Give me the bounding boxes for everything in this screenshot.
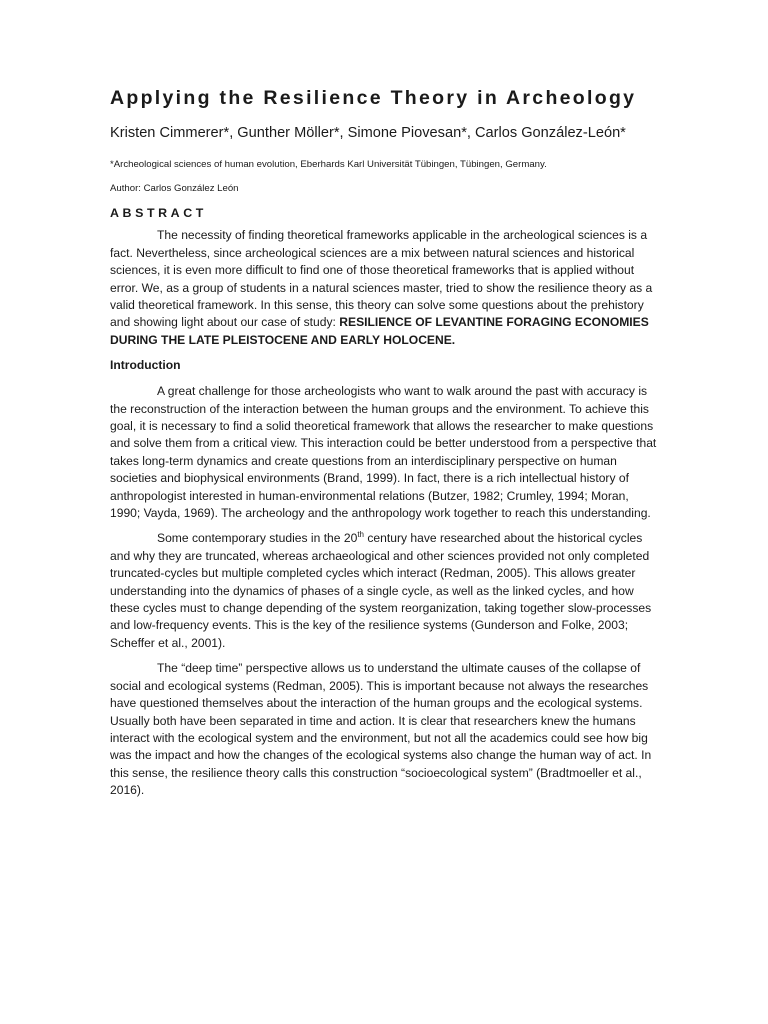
abstract-text: The necessity of finding theoretical frameworks applicable in the archeological sciences is a fact. Nevertheless, since archeological sciences are a mix between natural sciences and historical sciences, it is even more difficult to find one of those theoretical frameworks that is applied without error. We, as a group of students in a natural sciences master, tried to show the resilience theory as a valid theoretical framework. In this sense, this theory can solve some questions about the prehistory and showing light about our case of study: [110,228,653,330]
abstract-paragraph [110,227,662,349]
abstract-heading: ABSTRACT [110,206,207,221]
abstract-case-study: RESILIENCE OF LEVANTINE FORAGING ECONOMIES DURING THE LATE PLEISTOCENE AND EARLY HOLOCENE. [110,315,649,347]
paper-title: Applying the Resilience Theory in Archeology [110,87,637,109]
author-list: Kristen Cimmerer*, Gunther Möller*, Simone Piovesan*, Carlos González-León* [110,125,626,142]
ordinal-superscript: th [357,530,364,540]
introduction-heading: Introduction [110,358,181,373]
introduction-paragraph-3: The “deep time” perspective allows us to understand the ultimate causes of the collapse of social and ecological systems (Redman, 2005). This is important because not always the researches have questioned themselves about the interaction of the human groups and the ecological systems. Usually both have been separated in time and action. It is clear that researchers knew the humans interact with the ecological system and the environment, but not all the academics could see how big was the impact and how the changes of the ecological systems also change the human way of act. In this sense, the resilience theory calls this construction “socioecological system” (Bradtmoeller et al., 2016). [110,661,652,798]
paper-page [110,86,662,808]
introduction-paragraph-2 [110,530,662,652]
introduction-paragraph-2-start: Some contemporary studies in the 20 [157,531,358,546]
corresponding-author: Author: Carlos González León [110,183,239,195]
affiliation: *Archeological sciences of human evolution, Eberhards Karl Universität Tübingen, Tübingen, Germany. [110,159,547,171]
introduction-paragraph-2-end: century have researched about the historical cycles and why they are truncated, whereas archaeological and other sciences provided not only completed truncated-cycles but multiple completed cycles which interact (Redman, 2005). This allows greater understanding into the dynamics of phases of a single cycle, as well as the linked cycles, and how these cycles must to change depending of the system reorganization, taking together slow-processes and low-frequency events. This is the key of the resilience systems (Gunderson and Folke, 2003; Scheffer et al., 2001). [110,531,652,650]
introduction-paragraph-1: A great challenge for those archeologists who want to walk around the past with accuracy is the reconstruction of the interaction between the human groups and the environment. To achieve this goal, it is necessary to find a solid theoretical framework that allows the researcher to make questions and solve them from a critical view. This interaction could be better understood from a perspective that takes long-term dynamics and create questions from an interdisciplinary perspective on human societies and biophysical environments (Brand, 1999). In fact, there is a rich intellectual history of anthropologist interested in human-environmental relations (Butzer, 1982; Crumley, 1994; Moran, 1990; Vayda, 1969). The archeology and the anthropology work together to reach this understanding. [110,384,657,521]
